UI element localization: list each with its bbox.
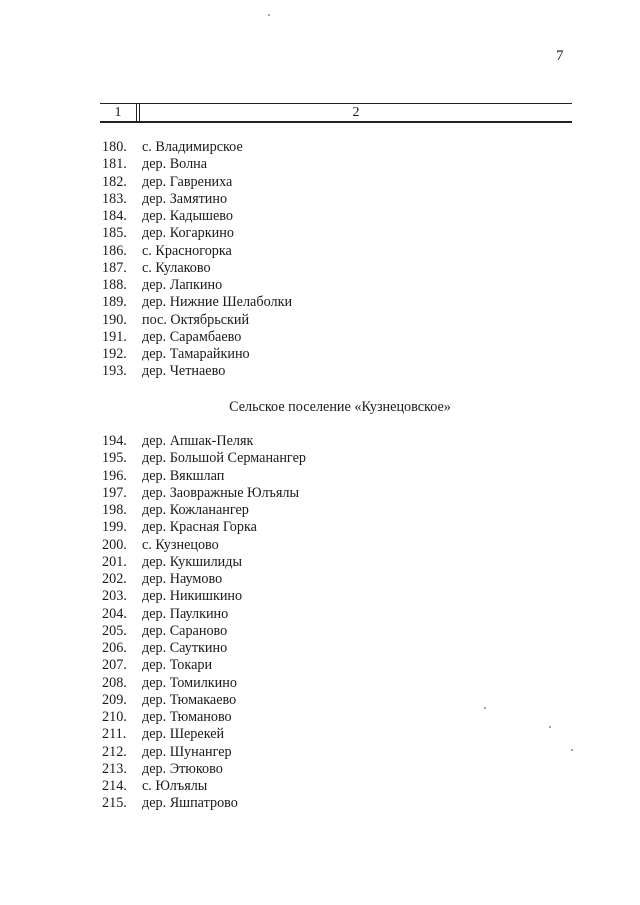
list-item <box>102 692 306 709</box>
settlement-name: с. Кулаково <box>142 259 211 276</box>
list-item <box>102 519 306 536</box>
list-item <box>102 606 306 623</box>
list-item <box>102 191 292 208</box>
list-item <box>102 571 306 588</box>
list-item <box>102 174 292 191</box>
list-item <box>102 243 292 260</box>
settlement-name: дер. Кадышево <box>142 208 233 224</box>
item-number: 211. <box>102 726 127 743</box>
list-item <box>102 761 306 778</box>
item-number: 180. <box>102 139 127 155</box>
list-item <box>102 744 306 761</box>
item-number: 191. <box>102 328 127 345</box>
settlement-name: дер. Кукшилиды <box>142 553 243 570</box>
item-number: 201. <box>102 553 127 570</box>
item-number: 194. <box>102 433 127 449</box>
item-number: 202. <box>102 571 127 587</box>
list-item <box>102 537 306 554</box>
item-number: 210. <box>102 709 127 725</box>
scan-speck <box>571 749 573 751</box>
item-number: 195. <box>102 450 127 467</box>
item-number: 192. <box>102 346 127 362</box>
settlement-name: дер. Тюманово <box>142 709 232 725</box>
item-number: 208. <box>102 674 127 691</box>
scan-speck <box>268 14 270 16</box>
list-item <box>102 294 292 311</box>
settlement-name: дер. Четнаево <box>142 363 226 380</box>
item-number: 197. <box>102 484 127 501</box>
list-item <box>102 139 292 156</box>
item-number: 214. <box>102 778 127 794</box>
column-2-header: 2 <box>352 105 360 120</box>
item-number: 209. <box>102 691 127 708</box>
list-item <box>102 450 306 467</box>
item-number: 198. <box>102 502 127 518</box>
item-number: 213. <box>102 760 127 777</box>
list-item <box>102 795 306 812</box>
item-number: 203. <box>102 588 127 605</box>
list-item <box>102 778 306 795</box>
list-item <box>102 623 306 640</box>
settlement-name: дер. Кожланангер <box>142 502 249 518</box>
settlement-list-2 <box>102 433 306 813</box>
settlement-name: дер. Нижние Шелаболки <box>142 294 293 311</box>
list-item <box>102 260 292 277</box>
list-item <box>102 208 292 225</box>
settlement-name: дер. Когаркино <box>142 225 234 242</box>
settlement-name: дер. Красная Горка <box>142 519 257 536</box>
item-number: 184. <box>102 208 127 224</box>
scan-speck <box>484 707 486 709</box>
list-item <box>102 709 306 726</box>
column-divider <box>136 103 137 123</box>
item-number: 204. <box>102 605 127 622</box>
list-item <box>102 485 306 502</box>
settlement-name: дер. Яшпатрово <box>142 795 238 812</box>
item-number: 190. <box>102 311 127 328</box>
settlement-name: дер. Апшак-Пеляк <box>142 433 254 449</box>
settlement-name: дер. Гаврениха <box>142 173 233 190</box>
list-item <box>102 312 292 329</box>
list-item <box>102 675 306 692</box>
item-number: 193. <box>102 363 127 380</box>
settlement-name: дер. Сауткино <box>142 640 228 656</box>
list-item <box>102 329 292 346</box>
item-number: 186. <box>102 242 127 259</box>
settlement-name: дер. Волна <box>142 156 208 173</box>
settlement-name: дер. Томилкино <box>142 674 237 691</box>
list-item <box>102 726 306 743</box>
settlement-name: дер. Этюково <box>142 760 223 777</box>
list-item <box>102 225 292 242</box>
settlement-name: дер. Лапкино <box>142 277 223 293</box>
list-item <box>102 156 292 173</box>
settlement-name: дер. Тюмакаево <box>142 691 237 708</box>
settlement-name: дер. Шунангер <box>142 743 232 760</box>
settlement-name: дер. Вякшлап <box>142 467 225 484</box>
settlement-name: с. Кузнецово <box>142 536 219 553</box>
settlement-list-1 <box>102 139 292 381</box>
settlement-name: дер. Заовражные Юлъялы <box>142 484 300 501</box>
item-number: 196. <box>102 467 127 484</box>
item-number: 183. <box>102 190 127 207</box>
settlement-name: дер. Никишкино <box>142 588 243 605</box>
settlement-name: дер. Большой Серманангер <box>142 450 306 467</box>
settlement-name: дер. Паулкино <box>142 605 229 622</box>
item-number: 207. <box>102 657 127 674</box>
settlement-name: дер. Шерекей <box>142 726 225 743</box>
table-header <box>100 103 572 123</box>
settlement-name: пос. Октябрьский <box>142 311 250 328</box>
list-item <box>102 588 306 605</box>
section-heading: Сельское поселение «Кузнецовское» <box>229 399 451 415</box>
list-item <box>102 640 306 657</box>
list-item <box>102 363 292 380</box>
settlement-name: дер. Замятино <box>142 190 228 207</box>
item-number: 181. <box>102 156 127 173</box>
item-number: 200. <box>102 536 127 553</box>
list-item <box>102 468 306 485</box>
settlement-name: дер. Токари <box>142 657 213 674</box>
item-number: 206. <box>102 640 127 656</box>
item-number: 189. <box>102 294 127 311</box>
item-number: 212. <box>102 743 127 760</box>
column-1-header: 1 <box>114 105 122 120</box>
settlement-name: с. Юлъялы <box>142 778 208 794</box>
list-item <box>102 657 306 674</box>
item-number: 199. <box>102 519 127 536</box>
list-item <box>102 433 306 450</box>
settlement-name: с. Красногорка <box>142 242 232 259</box>
list-item <box>102 346 292 363</box>
settlement-name: дер. Сараново <box>142 622 228 639</box>
scan-speck <box>549 726 551 728</box>
settlement-name: дер. Наумово <box>142 571 223 587</box>
item-number: 187. <box>102 259 127 276</box>
item-number: 188. <box>102 277 127 293</box>
settlement-name: дер. Сарамбаево <box>142 328 242 345</box>
item-number: 205. <box>102 622 127 639</box>
list-item <box>102 502 306 519</box>
list-item <box>102 554 306 571</box>
item-number: 215. <box>102 795 127 812</box>
item-number: 182. <box>102 173 127 190</box>
item-number: 185. <box>102 225 127 242</box>
list-item <box>102 277 292 294</box>
settlement-name: с. Владимирское <box>142 139 243 155</box>
page-number: 7 <box>556 48 564 64</box>
settlement-name: дер. Тамарайкино <box>142 346 250 362</box>
